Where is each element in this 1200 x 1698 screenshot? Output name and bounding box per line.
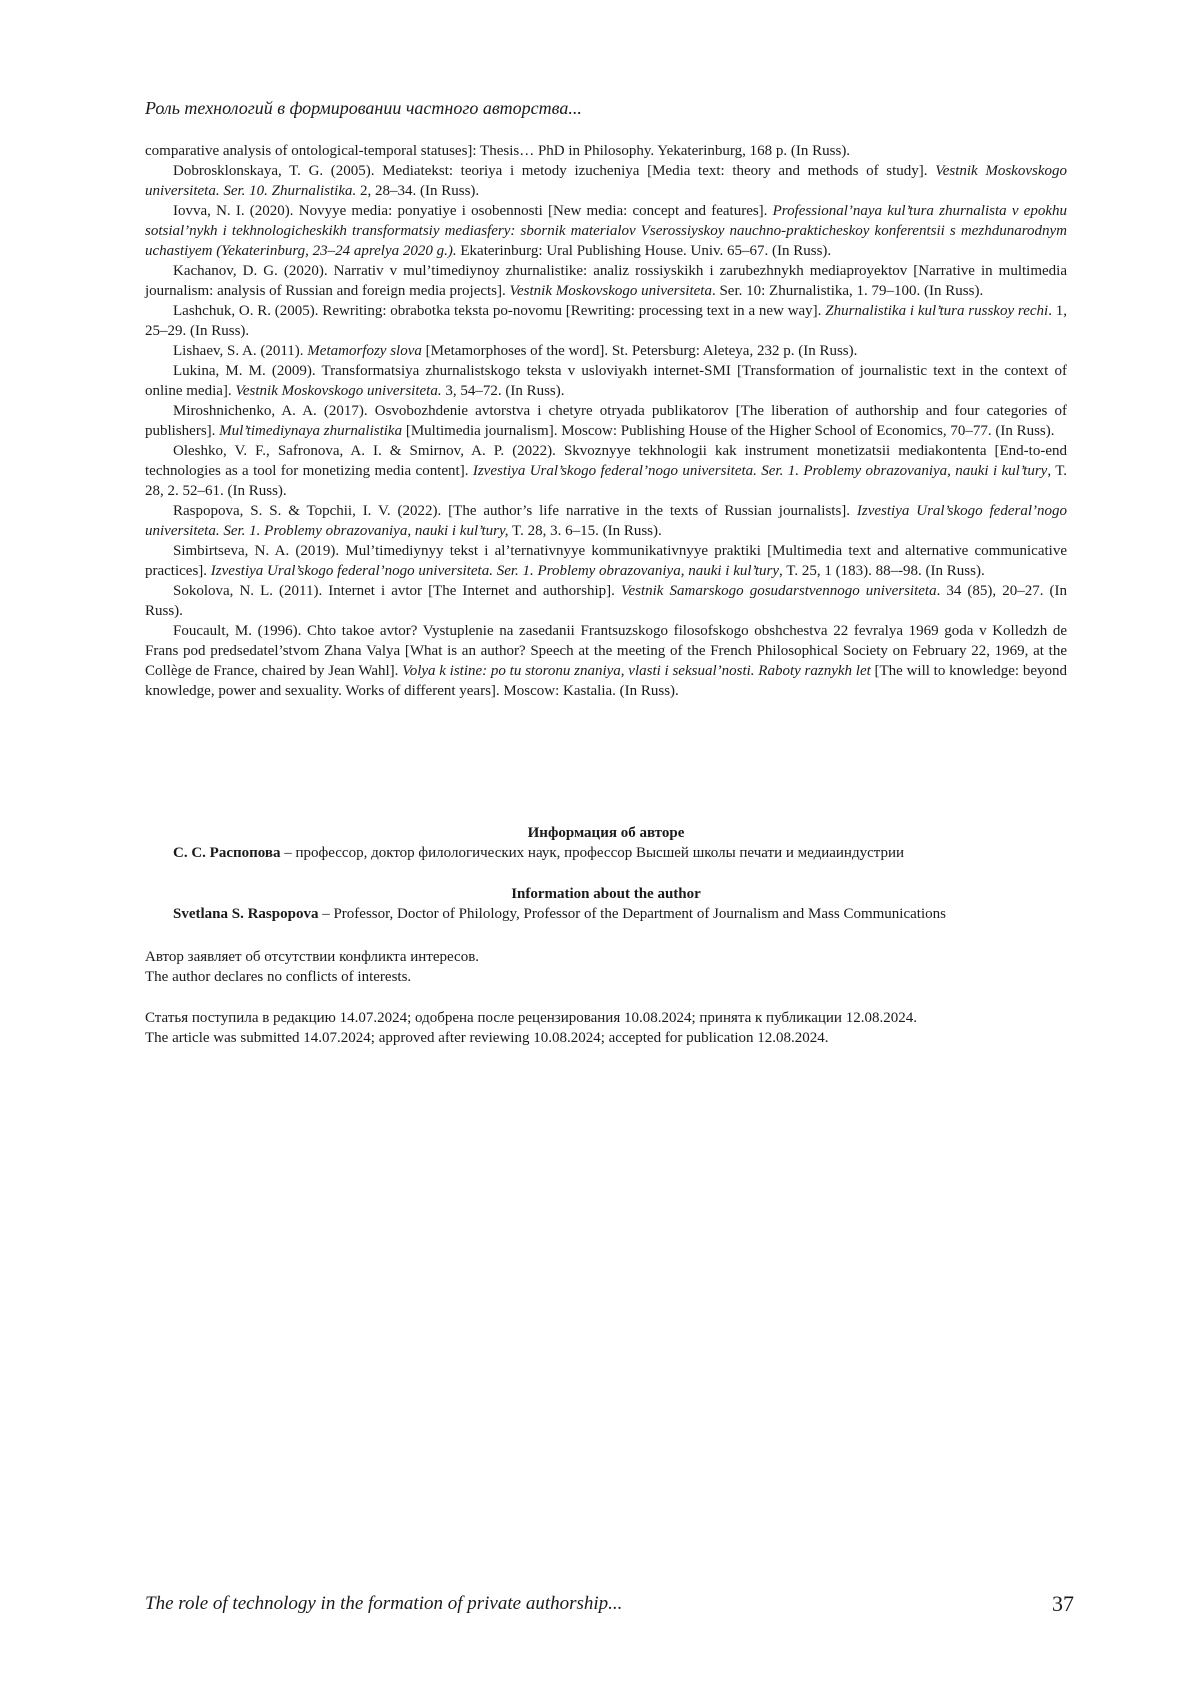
article-dates [145,1008,1067,1048]
page-number: 37 [1052,1591,1074,1616]
reference-italic-segment: Vestnik Moskovskogo universiteta [509,283,712,299]
reference-entry [145,401,1067,441]
reference-segment: Oleshko, V. F., Safronova, A. I. & Smirnov, A. P. (2022). Skvoznyye tekhnologii kak instrument monetizatsii mediakontenta [End-to-end technologies as a tool for monetizing media content]. [145,443,1067,479]
conflict-en: The author declares no conflicts of interests. [145,969,412,985]
author-description-en: – Professor, Doctor of Philology, Professor of the Department of Journalism and Mass Communications [318,906,946,922]
reference-italic-segment: Volya k istine: po tu storonu znaniya, vlasti i seksual’nosti. Raboty raznykh let [402,663,871,679]
reference-segment: Iovva, N. I. (2020). Novyye media: ponyatiye i osobennosti [New media: concept and features]. [173,203,773,219]
reference-italic-segment: Mul’timediynaya zhurnalistika [219,423,403,439]
conflict-statement [145,947,1067,987]
reference-segment: Kachanov, D. G. (2020). Narrativ v mul’timediynoy zhurnalistike: analiz rossiyskikh i zarubezhnykh mediaproyektov [Narrative in multimedia journalism: analysis of Russian and foreign media projects]. [145,263,1067,299]
reference-entry [145,161,1067,201]
reference-italic-segment: Vestnik Moskovskogo universiteta. Ser. 10. Zhurnalistika. [145,163,1067,199]
reference-segment: , T. 28, 2. 52–61. (In Russ). [145,463,1067,499]
author-info-ru [145,823,1067,863]
reference-segment: Lashchuk, O. R. (2005). Rewriting: obrabotka teksta po-novomu [Rewriting: processing text in a new way]. [173,303,826,319]
running-footer: The role of technology in the formation of private authorship... [145,1593,623,1614]
author-info-ru-line [145,843,1067,863]
reference-segment: [Metamorphoses of the word]. St. Petersburg: Aleteya, 232 p. (In Russ). [421,343,858,359]
reference-segment: [Multimedia journalism]. Moscow: Publishing House of the Higher School of Economics, 70–77. (In Russ). [402,423,1055,439]
reference-entry [145,261,1067,301]
reference-segment: . 1, 25–29. (In Russ). [145,303,1067,339]
reference-segment: Foucault, M. (1996). Chto takoe avtor? Vystuplenie na zasedanii Frantsuzskogo filosofskogo obshchestva 22 fevralya 1969 goda v Kolledzh de Frans pod predsedatel’stvom Zhana Valya [What is an author? Speech at the meeting of the French Philosophical Society on February 22, 1969, at the Collège de France, chaired by Jean Wahl]. [145,623,1067,679]
reference-segment: T. 28, 3. 6–15. (In Russ). [508,523,662,539]
reference-segment: Simbirtseva, N. A. (2019). Mul’timediynyy tekst i al’ternativnyye kommunikativnyye praktiki [Multimedia text and alternative communicative practices]. [145,543,1067,579]
reference-entry [145,201,1067,261]
reference-italic-segment: Vestnik Moskovskogo universiteta. [235,383,442,399]
reference-segment: [The will to knowledge: beyond knowledge, power and sexuality. Works of different years]. Moscow: Kastalia. (In Russ). [145,663,1067,699]
dates-en: The article was submitted 14.07.2024; approved after reviewing 10.08.2024; accepted for publication 12.08.2024. [145,1030,829,1046]
author-info-en-line [145,904,1067,924]
reference-segment: Ekaterinburg: Ural Publishing House. Univ. 65–67. (In Russ). [456,243,832,259]
author-info-ru-heading: Информация об авторе [527,825,685,841]
reference-segment: 2, 28–34. (In Russ). [356,183,480,199]
reference-italic-segment: Izvestiya Ural’skogo federal’nogo universiteta. Ser. 1. Problemy obrazovaniya, nauki i kul’tury, [145,503,1067,539]
reference-segment: Lishaev, S. A. (2011). [173,343,308,359]
reference-italic-segment: Professional’naya kul’tura zhurnalista v epokhu sotsial’nykh i tekhnologicheskikh transformatsiy mediasfery: sbornik materialov Vserossiyskoy nauchno-prakticheskoy konferentsii s mezhdunarodnym uchastiyem (Yekaterinburg, 23–24 aprelya 2020 g.). [145,203,1067,259]
reference-segment: . 34 (85), 20–27. (In Russ). [145,583,1068,619]
running-header: Роль технологий в формировании частного авторства... [145,98,582,118]
reference-entry [145,341,1067,361]
reference-segment: Raspopova, S. S. & Topchii, I. V. (2022). [The author’s life narrative in the texts of Russian journalists]. [173,503,857,519]
reference-segment: Sokolova, N. L. (2011). Internet i avtor [The Internet and authorship]. [173,583,621,599]
reference-italic-segment: Zhurnalistika i kul’tura russkoy rechi [825,303,1049,319]
reference-entry [145,441,1067,501]
reference-entry [145,141,1067,161]
reference-segment: , T. 25, 1 (183). 88–-98. (In Russ). [779,563,985,579]
reference-italic-segment: Metamorfozy slova [307,343,422,359]
reference-entry [145,541,1067,581]
reference-entry [145,501,1067,541]
author-info-en [145,884,1067,924]
author-name-ru: С. С. Распопова [173,845,281,861]
reference-segment: Dobrosklonskaya, T. G. (2005). Mediatekst: teoriya i metody izucheniya [Media text: theory and methods of study]. [173,163,936,179]
reference-segment: 3, 54–72. (In Russ). [441,383,565,399]
reference-segment: Miroshnichenko, A. A. (2017). Osvobozhdenie avtorstva i chetyre otryada publikatorov [The liberation of authorship and four categories of publishers]. [145,403,1067,439]
reference-segment: . Ser. 10: Zhurnalistika, 1. 79–100. (In Russ). [711,283,984,299]
reference-entry [145,361,1067,401]
conflict-ru: Автор заявляет об отсутствии конфликта интересов. [145,949,480,965]
dates-ru: Статья поступила в редакцию 14.07.2024; одобрена после рецензирования 10.08.2024; принята к публикации 12.08.2024. [145,1010,917,1026]
author-info-en-heading: Information about the author [511,886,701,902]
reference-italic-segment: Izvestiya Ural’skogo federal’nogo universiteta. Ser. 1. Problemy obrazovaniya, nauki i kul’tury [472,463,1048,479]
reference-entry [145,581,1067,621]
reference-segment: comparative analysis of ontological-temporal statuses]: Thesis… PhD in Philosophy. Yekaterinburg, 168 p. (In Russ). [145,143,851,159]
author-name-en: Svetlana S. Raspopova [173,906,319,922]
references-list [145,141,1067,701]
reference-entry [145,621,1067,701]
reference-entry [145,301,1067,341]
author-description-ru: – профессор, доктор филологических наук, профессор Высшей школы печати и медиаиндустрии [280,845,905,861]
reference-segment: Lukina, M. M. (2009). Transformatsiya zhurnalistskogo teksta v usloviyakh internet-SMI [Transformation of journalistic text in the context of online media]. [145,363,1067,399]
reference-italic-segment: Izvestiya Ural’skogo federal’nogo universiteta. Ser. 1. Problemy obrazovaniya, nauki i kul’tury [210,563,780,579]
reference-italic-segment: Vestnik Samarskogo gosudarstvennogo universiteta [620,583,937,599]
